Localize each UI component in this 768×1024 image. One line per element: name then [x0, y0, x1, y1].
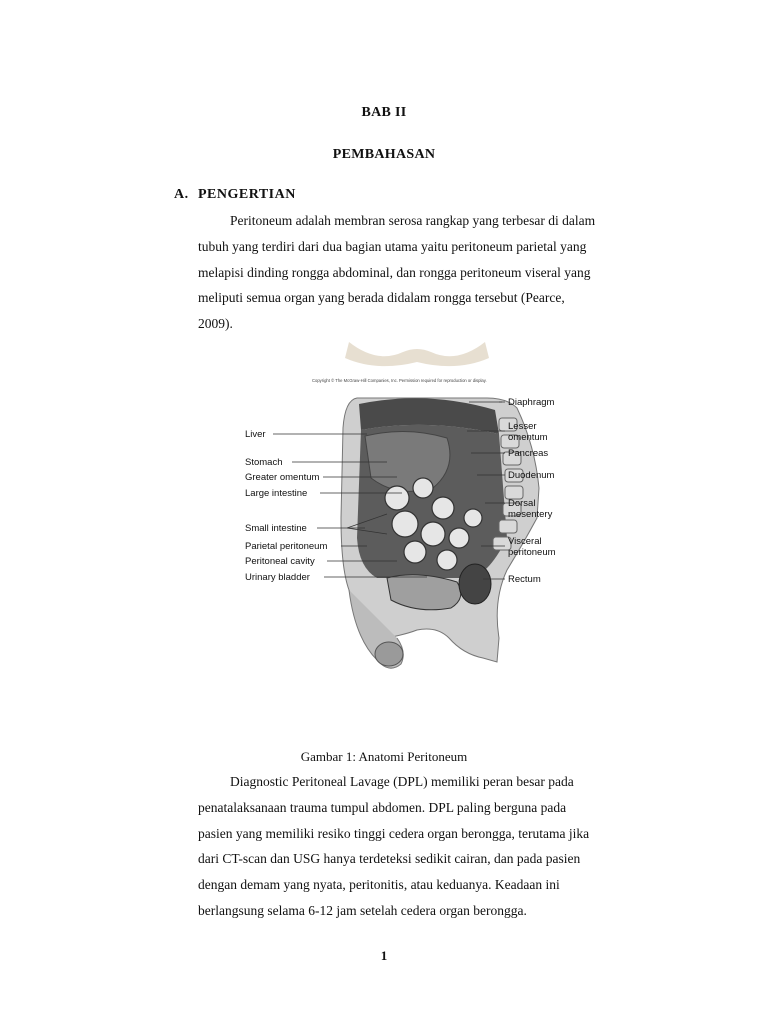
- paragraph-line: pasien yang memiliki resiko tinggi cedera organ berongga, terutama jika: [198, 825, 590, 841]
- figure-caption: Gambar 1: Anatomi Peritoneum: [300, 749, 468, 764]
- label-visceral-peritoneum-1: Visceral: [508, 536, 542, 547]
- label-dorsal-mesentery-1: Dorsal: [508, 498, 536, 509]
- label-lesser-omentum-2: omentum: [508, 432, 548, 443]
- paragraph-definition: [198, 208, 658, 337]
- paragraph-line: melapisi dinding rongga abdominal, dan rongga peritoneum viseral yang: [198, 264, 591, 280]
- label-peritoneal-cavity: Peritoneal cavity: [245, 556, 315, 567]
- label-diaphragm: Diaphragm: [508, 397, 555, 408]
- page-number: 1: [380, 948, 388, 963]
- chapter-number: BAB II: [361, 105, 407, 120]
- label-parietal-peritoneum: Parietal peritoneum: [245, 541, 328, 552]
- watermark-ornament: [345, 342, 489, 366]
- label-urinary-bladder: Urinary bladder: [245, 572, 310, 583]
- section-number: A.: [174, 187, 189, 202]
- anatomy-illustration: [237, 338, 597, 690]
- label-dorsal-mesentery-2: mesentery: [508, 509, 553, 520]
- figure-copyright: Copyright © The McGraw-Hill Companies, Inc. Permission required for reproduction or display.: [312, 378, 487, 383]
- label-large-intestine: Large intestine: [245, 488, 308, 499]
- paragraph-line: 2009).: [198, 316, 233, 332]
- paragraph-line: tubuh yang terdiri dari dua bagian utama yaitu peritoneum parietal yang: [198, 238, 587, 254]
- label-stomach: Stomach: [245, 457, 283, 468]
- paragraph-line: penatalaksanaan trauma tumpul abdomen. DPL paling berguna pada: [198, 799, 567, 815]
- paragraph-line: Diagnostic Peritoneal Lavage (DPL) memiliki peran besar pada: [230, 774, 574, 789]
- section-heading: [174, 187, 296, 203]
- label-pancreas: Pancreas: [508, 448, 549, 459]
- label-small-intestine: Small intestine: [245, 523, 307, 534]
- label-liver: Liver: [245, 429, 266, 440]
- paragraph-line: dengan demam yang nyata, peritonitis, atau keduanya. Keadaan ini: [198, 877, 560, 893]
- label-greater-omentum: Greater omentum: [245, 472, 320, 483]
- label-duodenum: Duodenum: [508, 470, 555, 481]
- label-rectum: Rectum: [508, 574, 541, 585]
- peritoneum-anatomy-figure: [237, 338, 597, 690]
- paragraph-dpl: [198, 769, 658, 924]
- label-visceral-peritoneum-2: peritoneum: [508, 547, 556, 558]
- chapter-title: PEMBAHASAN: [332, 147, 436, 162]
- paragraph-line: berlangsung selama 6-12 jam setelah cedera organ berongga.: [198, 902, 527, 918]
- paragraph-line: meliputi semua organ yang berada didalam rongga tersebut (Pearce,: [198, 290, 565, 306]
- paragraph-line: dari CT-scan dan USG hanya terdeteksi sedikit cairan, dan pada pasien: [198, 851, 581, 867]
- label-lesser-omentum-1: Lesser: [508, 421, 537, 432]
- paragraph-line: Peritoneum adalah membran serosa rangkap yang terbesar di dalam: [230, 213, 596, 228]
- section-title: PENGERTIAN: [198, 187, 296, 202]
